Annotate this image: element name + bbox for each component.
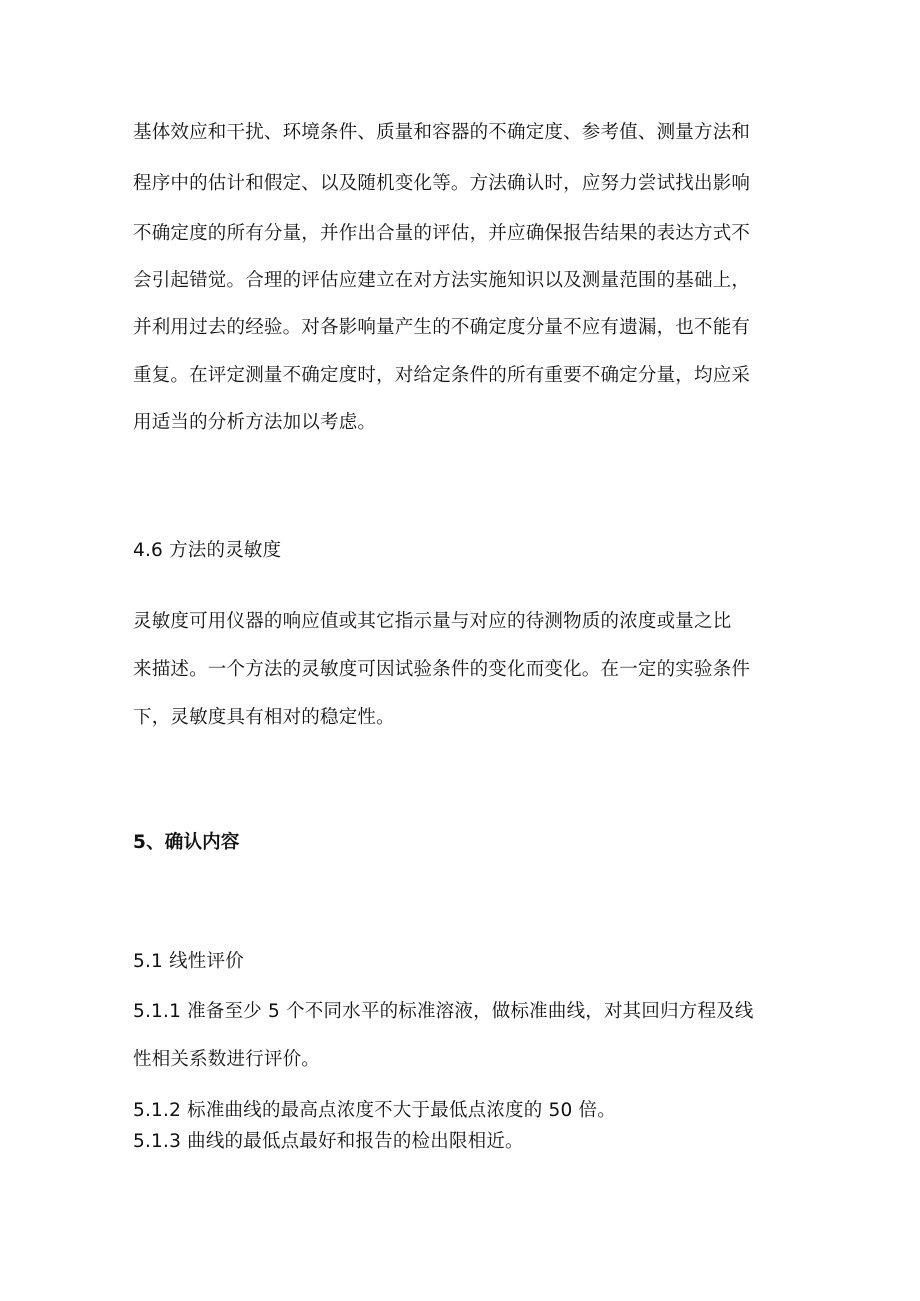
section-heading-5: 5、确认内容 xyxy=(133,832,240,853)
paragraph-line: 来描述。一个方法的灵敏度可因试验条件的变化而变化。在一定的实验条件 xyxy=(133,659,751,680)
paragraph-line: 重复。在评定测量不确定度时，对给定条件的所有重要不确定分量，均应采 xyxy=(133,365,751,386)
paragraph-line: 程序中的估计和假定、以及随机变化等。方法确认时，应努力尝试找出影响 xyxy=(133,173,751,194)
list-item-5-1-1: 5.1.1 准备至少 5 个不同水平的标准溶液，做标准曲线，对其回归方程及线 xyxy=(133,1001,754,1022)
paragraph-line: 灵敏度可用仪器的响应值或其它指示量与对应的待测物质的浓度或量之比 xyxy=(133,611,732,632)
paragraph-line: 不确定度的所有分量，并作出合量的评估，并应确保报告结果的表达方式不 xyxy=(133,223,751,244)
section-heading-5-1: 5.1 线性评价 xyxy=(133,951,244,972)
list-item-5-1-1-cont: 性相关系数进行评价。 xyxy=(133,1049,321,1070)
list-item-5-1-2: 5.1.2 标准曲线的最高点浓度不大于最低点浓度的 50 倍。 xyxy=(133,1100,616,1121)
paragraph-line: 并利用过去的经验。对各影响量产生的不确定度分量不应有遗漏，也不能有 xyxy=(133,317,751,338)
section-heading-4-6: 4.6 方法的灵敏度 xyxy=(133,540,282,561)
paragraph-line: 用适当的分析方法加以考虑。 xyxy=(133,412,377,433)
list-item-5-1-3: 5.1.3 曲线的最低点最好和报告的检出限相近。 xyxy=(133,1131,524,1152)
paragraph-line: 下，灵敏度具有相对的稳定性。 xyxy=(133,707,395,728)
paragraph-line: 会引起错觉。合理的评估应建立在对方法实施知识以及测量范围的基础上， xyxy=(133,270,751,291)
paragraph-line: 基体效应和干扰、环境条件、质量和容器的不确定度、参考值、测量方法和 xyxy=(133,122,751,143)
